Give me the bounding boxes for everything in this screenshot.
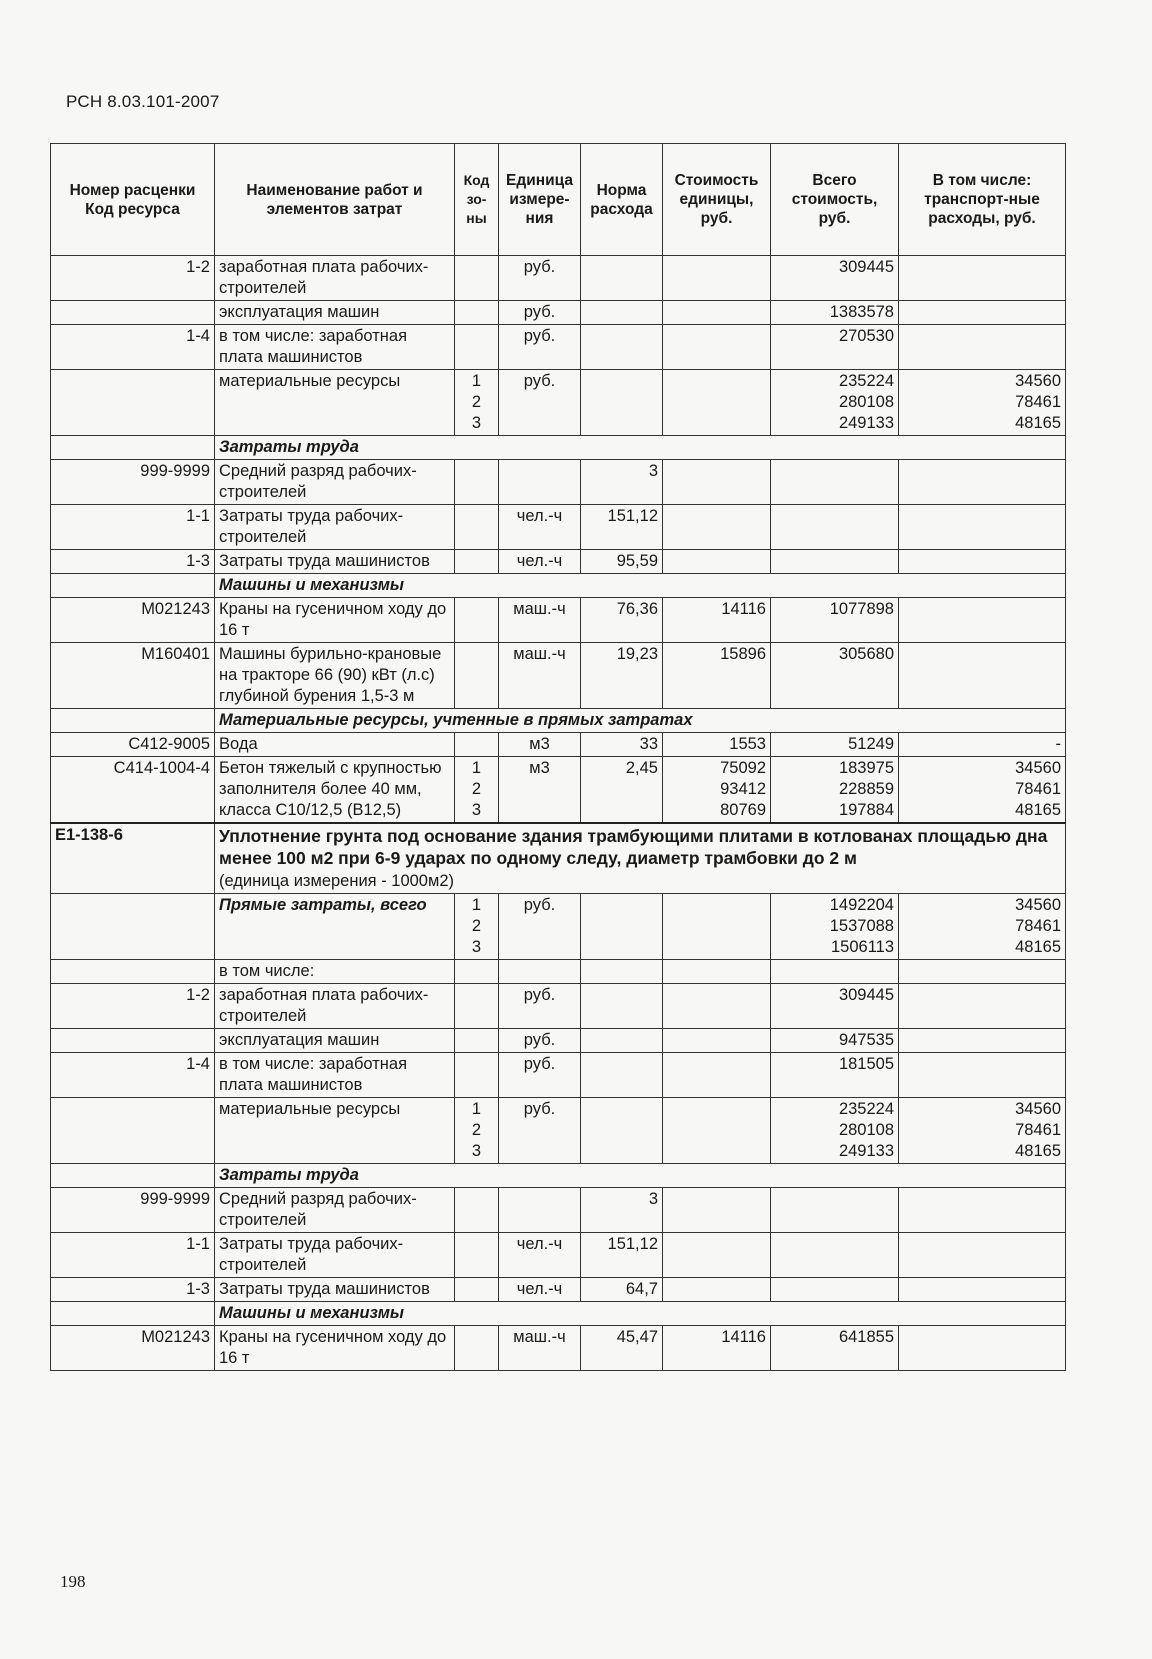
table-row bbox=[51, 598, 1066, 643]
norm-cell: 151,12 bbox=[581, 1233, 663, 1278]
norm-cell bbox=[581, 370, 663, 436]
unit-cost-cell bbox=[663, 256, 771, 301]
unit-cell bbox=[499, 460, 581, 505]
transport-cell bbox=[899, 1053, 1066, 1098]
table-row bbox=[51, 256, 1066, 301]
norm-cell bbox=[581, 894, 663, 960]
table-row bbox=[51, 505, 1066, 550]
transport-cell bbox=[899, 460, 1066, 505]
norm-cell bbox=[581, 1029, 663, 1053]
table-row bbox=[51, 1326, 1066, 1371]
zone-cell: 1 2 3 bbox=[455, 894, 499, 960]
unit-cell: маш.-ч bbox=[499, 643, 581, 709]
total-cell bbox=[771, 1278, 899, 1302]
total-cell: 309445 bbox=[771, 256, 899, 301]
unit-cost-cell bbox=[663, 550, 771, 574]
cost-item-name: Краны на гусеничном ходу до 16 т bbox=[215, 1326, 455, 1371]
transport-cell bbox=[899, 325, 1066, 370]
transport-cell: - bbox=[899, 733, 1066, 757]
cost-item-name: Затраты труда рабочих-строителей bbox=[215, 505, 455, 550]
cost-item-name: Затраты труда машинистов bbox=[215, 550, 455, 574]
resource-code: 1-1 bbox=[51, 505, 215, 550]
table-row bbox=[51, 960, 1066, 984]
total-cell: 305680 bbox=[771, 643, 899, 709]
resource-code bbox=[51, 1098, 215, 1164]
zone-cell bbox=[455, 1326, 499, 1371]
total-cell: 641855 bbox=[771, 1326, 899, 1371]
cost-item-name: в том числе: bbox=[215, 960, 455, 984]
col-header-name: Наименование работ и элементов затрат bbox=[215, 144, 455, 256]
table-row bbox=[51, 550, 1066, 574]
unit-cell bbox=[499, 1188, 581, 1233]
norm-cell: 3 bbox=[581, 460, 663, 505]
resource-code: 1-1 bbox=[51, 1233, 215, 1278]
unit-cell: чел.-ч bbox=[499, 1233, 581, 1278]
transport-cell bbox=[899, 960, 1066, 984]
unit-cost-cell bbox=[663, 505, 771, 550]
cost-item-name: в том числе: заработная плата машинистов bbox=[215, 1053, 455, 1098]
page-number: 198 bbox=[60, 1572, 86, 1591]
total-cell bbox=[771, 550, 899, 574]
table-row bbox=[51, 1053, 1066, 1098]
zone-cell bbox=[455, 598, 499, 643]
total-cell bbox=[771, 460, 899, 505]
zone-cell bbox=[455, 301, 499, 325]
section-row bbox=[51, 436, 1066, 460]
resource-code: М021243 bbox=[51, 1326, 215, 1371]
unit-cell: чел.-ч bbox=[499, 1278, 581, 1302]
zone-cell bbox=[455, 325, 499, 370]
unit-cell: маш.-ч bbox=[499, 598, 581, 643]
unit-cost-cell bbox=[663, 1098, 771, 1164]
zone-cell bbox=[455, 984, 499, 1029]
col-header-unit-cost: Стоимость единицы, руб. bbox=[663, 144, 771, 256]
norm-cell bbox=[581, 1098, 663, 1164]
total-cell: 270530 bbox=[771, 325, 899, 370]
zone-cell bbox=[455, 505, 499, 550]
table-row bbox=[51, 984, 1066, 1029]
unit-cell: руб. bbox=[499, 370, 581, 436]
zone-cell bbox=[455, 550, 499, 574]
norm-cell: 33 bbox=[581, 733, 663, 757]
cost-item-name: Прямые затраты, всего bbox=[215, 894, 455, 960]
section-title: Материальные ресурсы, учтенные в прямых затратах bbox=[215, 709, 1066, 733]
unit-cell: руб. bbox=[499, 1053, 581, 1098]
table-row bbox=[51, 894, 1066, 960]
col-header-total: Всего стоимость, руб. bbox=[771, 144, 899, 256]
cost-item-name: заработная плата рабочих-строителей bbox=[215, 984, 455, 1029]
zone-cell bbox=[455, 1029, 499, 1053]
table-row bbox=[51, 460, 1066, 505]
resource-code: 1-2 bbox=[51, 984, 215, 1029]
cost-item-name: Краны на гусеничном ходу до 16 т bbox=[215, 598, 455, 643]
cost-item-name: Затраты труда машинистов bbox=[215, 1278, 455, 1302]
resource-code: 1-3 bbox=[51, 550, 215, 574]
norm-cell: 45,47 bbox=[581, 1326, 663, 1371]
rate-title-row bbox=[51, 823, 1066, 894]
norm-cell bbox=[581, 301, 663, 325]
transport-cell bbox=[899, 984, 1066, 1029]
resource-code: 1-4 bbox=[51, 1053, 215, 1098]
zone-cell: 1 2 3 bbox=[455, 1098, 499, 1164]
cost-item-name: Бетон тяжелый с крупностью заполнителя более 40 мм, класса С10/12,5 (В12,5) bbox=[215, 757, 455, 824]
norm-cell: 95,59 bbox=[581, 550, 663, 574]
zone-cell bbox=[455, 460, 499, 505]
norm-cell: 19,23 bbox=[581, 643, 663, 709]
section-title: Машины и механизмы bbox=[215, 574, 1066, 598]
unit-cell: руб. bbox=[499, 256, 581, 301]
table-row bbox=[51, 301, 1066, 325]
rate-unit-note: (единица измерения - 1000м2) bbox=[219, 872, 454, 890]
unit-cell: м3 bbox=[499, 757, 581, 824]
unit-cost-cell: 14116 bbox=[663, 598, 771, 643]
resource-code: 999-9999 bbox=[51, 460, 215, 505]
table-row bbox=[51, 1278, 1066, 1302]
total-cell bbox=[771, 1233, 899, 1278]
total-cell bbox=[771, 960, 899, 984]
norm-cell: 64,7 bbox=[581, 1278, 663, 1302]
table-row bbox=[51, 1233, 1066, 1278]
norm-cell: 2,45 bbox=[581, 757, 663, 824]
unit-cost-cell bbox=[663, 370, 771, 436]
transport-cell bbox=[899, 1188, 1066, 1233]
resource-code bbox=[51, 370, 215, 436]
resource-code bbox=[51, 1029, 215, 1053]
resource-code bbox=[51, 1302, 215, 1326]
unit-cell: руб. bbox=[499, 984, 581, 1029]
section-row bbox=[51, 574, 1066, 598]
total-cell: 1077898 bbox=[771, 598, 899, 643]
resource-code: 1-2 bbox=[51, 256, 215, 301]
zone-cell bbox=[455, 1278, 499, 1302]
transport-cell: 34560 78461 48165 bbox=[899, 894, 1066, 960]
zone-cell bbox=[455, 733, 499, 757]
zone-cell bbox=[455, 1188, 499, 1233]
transport-cell bbox=[899, 1029, 1066, 1053]
unit-cell: чел.-ч bbox=[499, 550, 581, 574]
cost-item-name: эксплуатация машин bbox=[215, 1029, 455, 1053]
unit-cost-cell bbox=[663, 460, 771, 505]
resource-code bbox=[51, 1164, 215, 1188]
total-cell: 309445 bbox=[771, 984, 899, 1029]
transport-cell: 34560 78461 48165 bbox=[899, 370, 1066, 436]
unit-cost-cell bbox=[663, 325, 771, 370]
unit-cost-cell bbox=[663, 1029, 771, 1053]
norm-cell bbox=[581, 256, 663, 301]
resource-code: М160401 bbox=[51, 643, 215, 709]
transport-cell bbox=[899, 550, 1066, 574]
col-header-unit: Единица измере-ния bbox=[499, 144, 581, 256]
unit-cost-cell bbox=[663, 1053, 771, 1098]
table-row bbox=[51, 757, 1066, 824]
transport-cell bbox=[899, 598, 1066, 643]
col-header-norm: Норма расхода bbox=[581, 144, 663, 256]
unit-cost-cell bbox=[663, 1278, 771, 1302]
header-row bbox=[51, 144, 1066, 256]
transport-cell bbox=[899, 1278, 1066, 1302]
total-cell: 181505 bbox=[771, 1053, 899, 1098]
zone-cell bbox=[455, 960, 499, 984]
zone-cell bbox=[455, 643, 499, 709]
unit-cell: руб. bbox=[499, 325, 581, 370]
cost-item-name: эксплуатация машин bbox=[215, 301, 455, 325]
table-row bbox=[51, 370, 1066, 436]
resource-code bbox=[51, 436, 215, 460]
zone-cell bbox=[455, 1233, 499, 1278]
cost-item-name: материальные ресурсы bbox=[215, 370, 455, 436]
transport-cell bbox=[899, 643, 1066, 709]
norm-cell bbox=[581, 325, 663, 370]
unit-cell: руб. bbox=[499, 301, 581, 325]
resource-code bbox=[51, 709, 215, 733]
norm-cell: 3 bbox=[581, 1188, 663, 1233]
resource-code: 1-3 bbox=[51, 1278, 215, 1302]
transport-cell bbox=[899, 1326, 1066, 1371]
col-header-code: Номер расценки Код ресурса bbox=[51, 144, 215, 256]
unit-cost-cell bbox=[663, 984, 771, 1029]
unit-cell: руб. bbox=[499, 1098, 581, 1164]
rate-code: Е1-138-6 bbox=[51, 823, 215, 894]
unit-cell: маш.-ч bbox=[499, 1326, 581, 1371]
resource-code bbox=[51, 894, 215, 960]
norm-cell: 151,12 bbox=[581, 505, 663, 550]
total-cell: 51249 bbox=[771, 733, 899, 757]
transport-cell bbox=[899, 1233, 1066, 1278]
transport-cell bbox=[899, 256, 1066, 301]
unit-cost-cell: 1553 bbox=[663, 733, 771, 757]
unit-cost-cell bbox=[663, 301, 771, 325]
unit-cost-cell: 15896 bbox=[663, 643, 771, 709]
cost-item-name: Вода bbox=[215, 733, 455, 757]
total-cell: 235224 280108 249133 bbox=[771, 370, 899, 436]
total-cell bbox=[771, 1188, 899, 1233]
norm-cell bbox=[581, 960, 663, 984]
col-header-zone: Код зо-ны bbox=[455, 144, 499, 256]
transport-cell: 34560 78461 48165 bbox=[899, 757, 1066, 824]
zone-cell bbox=[455, 256, 499, 301]
resource-code bbox=[51, 574, 215, 598]
resource-code: С412-9005 bbox=[51, 733, 215, 757]
cost-item-name: в том числе: заработная плата машинистов bbox=[215, 325, 455, 370]
cost-item-name: Затраты труда рабочих-строителей bbox=[215, 1233, 455, 1278]
table-row bbox=[51, 1098, 1066, 1164]
unit-cell: руб. bbox=[499, 1029, 581, 1053]
rate-title-text: Уплотнение грунта под основание здания трамбующими плитами в котлованах площадью дна менее 100 м2 при 6-9 ударах по одному следу, диаметр трамбовки до 2 м bbox=[219, 826, 1048, 868]
table-row bbox=[51, 643, 1066, 709]
document-header: РСН 8.03.101-2007 bbox=[66, 92, 220, 111]
col-header-transport: В том числе: транспорт-ные расходы, руб. bbox=[899, 144, 1066, 256]
total-cell: 947535 bbox=[771, 1029, 899, 1053]
section-row bbox=[51, 1164, 1066, 1188]
total-cell: 1383578 bbox=[771, 301, 899, 325]
norm-cell: 76,36 bbox=[581, 598, 663, 643]
resource-code: 999-9999 bbox=[51, 1188, 215, 1233]
unit-cell: чел.-ч bbox=[499, 505, 581, 550]
section-row bbox=[51, 709, 1066, 733]
transport-cell bbox=[899, 505, 1066, 550]
cost-item-name: Средний разряд рабочих-строителей bbox=[215, 1188, 455, 1233]
total-cell: 183975 228859 197884 bbox=[771, 757, 899, 824]
unit-cost-cell bbox=[663, 894, 771, 960]
section-title: Затраты труда bbox=[215, 436, 1066, 460]
cost-item-name: материальные ресурсы bbox=[215, 1098, 455, 1164]
resource-code bbox=[51, 301, 215, 325]
norm-cell bbox=[581, 984, 663, 1029]
cost-item-name: Машины бурильно-крановые на тракторе 66 (90) кВт (л.с) глубиной бурения 1,5-3 м bbox=[215, 643, 455, 709]
section-title: Затраты труда bbox=[215, 1164, 1066, 1188]
unit-cost-cell: 75092 93412 80769 bbox=[663, 757, 771, 824]
unit-cost-cell bbox=[663, 1233, 771, 1278]
rate-title bbox=[215, 823, 1066, 894]
resource-code: 1-4 bbox=[51, 325, 215, 370]
resource-code: М021243 bbox=[51, 598, 215, 643]
unit-cell: м3 bbox=[499, 733, 581, 757]
cost-item-name: Средний разряд рабочих-строителей bbox=[215, 460, 455, 505]
table-row bbox=[51, 325, 1066, 370]
resource-code bbox=[51, 960, 215, 984]
unit-cell: руб. bbox=[499, 894, 581, 960]
total-cell: 1492204 1537088 1506113 bbox=[771, 894, 899, 960]
transport-cell bbox=[899, 301, 1066, 325]
rates-table bbox=[50, 143, 1066, 1371]
norm-cell bbox=[581, 1053, 663, 1098]
total-cell: 235224 280108 249133 bbox=[771, 1098, 899, 1164]
table-row bbox=[51, 1029, 1066, 1053]
zone-cell bbox=[455, 1053, 499, 1098]
section-title: Машины и механизмы bbox=[215, 1302, 1066, 1326]
zone-cell: 1 2 3 bbox=[455, 370, 499, 436]
cost-item-name: заработная плата рабочих-строителей bbox=[215, 256, 455, 301]
zone-cell: 1 2 3 bbox=[455, 757, 499, 824]
table-row bbox=[51, 733, 1066, 757]
section-row bbox=[51, 1302, 1066, 1326]
resource-code: С414-1004-4 bbox=[51, 757, 215, 824]
unit-cost-cell bbox=[663, 960, 771, 984]
transport-cell: 34560 78461 48165 bbox=[899, 1098, 1066, 1164]
total-cell bbox=[771, 505, 899, 550]
unit-cost-cell: 14116 bbox=[663, 1326, 771, 1371]
unit-cell bbox=[499, 960, 581, 984]
table-row bbox=[51, 1188, 1066, 1233]
unit-cost-cell bbox=[663, 1188, 771, 1233]
